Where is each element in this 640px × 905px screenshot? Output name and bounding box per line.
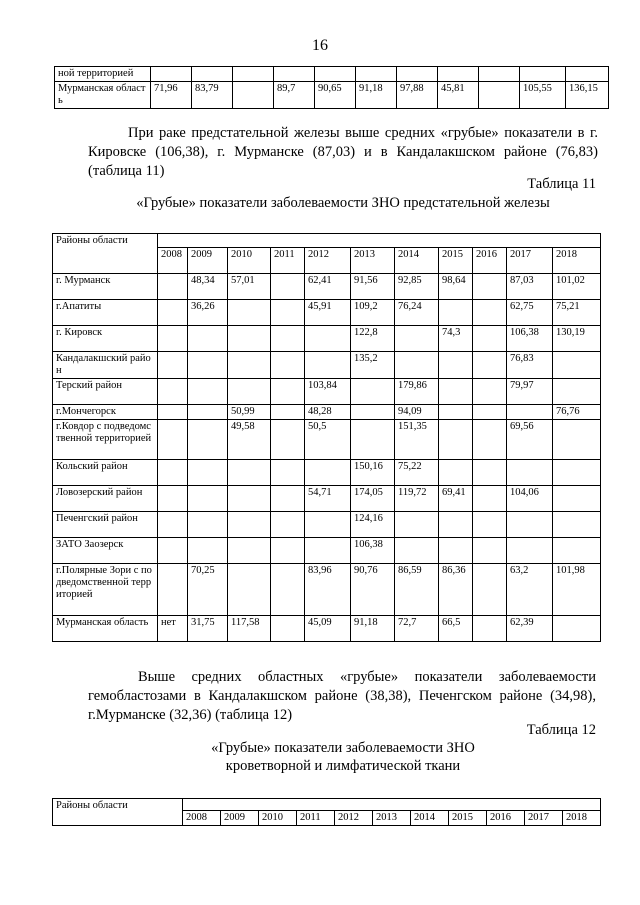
cell-value <box>507 405 553 420</box>
cell-value <box>395 538 439 564</box>
table12-title-line2: кроветворной и лимфатической ткани <box>225 758 461 774</box>
table-header-row <box>53 799 601 811</box>
header-region: Районы области <box>53 234 158 274</box>
cell-value: 119,72 <box>395 486 439 512</box>
cell-value <box>158 405 188 420</box>
row-label: Мурманская область <box>55 82 151 109</box>
cell-value <box>507 512 553 538</box>
cell-value: 90,76 <box>351 564 395 616</box>
table-row <box>53 564 601 616</box>
row-label: Кольский район <box>53 460 158 486</box>
row-label: ной территорией <box>55 67 151 82</box>
table11-title: «Грубые» показатели заболеваемости ЗНО предстательной железы <box>136 195 550 211</box>
cell-value <box>507 460 553 486</box>
row-label: Мурманская область <box>53 616 158 642</box>
table-row <box>53 538 601 564</box>
cell-value: 45,81 <box>438 82 479 109</box>
cell-value: 101,02 <box>553 274 601 300</box>
cell-value <box>473 538 507 564</box>
cell-value: 87,03 <box>507 274 553 300</box>
cell-value: 76,83 <box>507 352 553 379</box>
table-row <box>53 486 601 512</box>
cell-value: 98,64 <box>439 274 473 300</box>
cell-value <box>158 352 188 379</box>
cell-value <box>553 420 601 460</box>
top-table <box>54 66 609 109</box>
header-region: Районы области <box>53 799 183 826</box>
year-header: 2013 <box>373 811 411 826</box>
cell-value <box>271 352 305 379</box>
table-row <box>53 326 601 352</box>
cell-value: 62,41 <box>305 274 351 300</box>
cell-value <box>553 460 601 486</box>
table12-number: Таблица 12 <box>526 722 596 738</box>
cell-value: 109,2 <box>351 300 395 326</box>
cell-value <box>271 512 305 538</box>
cell-value <box>305 512 351 538</box>
cell-value: 83,96 <box>305 564 351 616</box>
cell-value: 106,38 <box>351 538 395 564</box>
cell-value <box>271 616 305 642</box>
cell-value <box>228 352 271 379</box>
table12 <box>52 798 601 826</box>
table-row <box>53 460 601 486</box>
cell-value: 48,34 <box>188 274 228 300</box>
table-row <box>53 300 601 326</box>
cell-value: 49,58 <box>228 420 271 460</box>
cell-value: 54,71 <box>305 486 351 512</box>
cell-value <box>473 486 507 512</box>
cell-value <box>507 538 553 564</box>
row-label: г.Полярные Зори с подведомственной территорией <box>53 564 158 616</box>
cell-value <box>395 326 439 352</box>
cell-value <box>473 379 507 405</box>
cell-value: 97,88 <box>397 82 438 109</box>
cell-value: 101,98 <box>553 564 601 616</box>
cell-value <box>188 379 228 405</box>
cell-value <box>188 460 228 486</box>
year-header: 2011 <box>297 811 335 826</box>
row-label: Ловозерский район <box>53 486 158 512</box>
cell-value: 103,84 <box>305 379 351 405</box>
page-number: 16 <box>312 37 328 54</box>
cell-value <box>228 460 271 486</box>
cell-value: 50,5 <box>305 420 351 460</box>
cell-value: 70,25 <box>188 564 228 616</box>
cell-value: 79,97 <box>507 379 553 405</box>
row-label: Печенгский район <box>53 512 158 538</box>
year-header: 2010 <box>228 248 271 274</box>
table-header-row <box>53 234 601 248</box>
table-row <box>53 352 601 379</box>
cell-value: 83,79 <box>192 82 233 109</box>
cell-value <box>439 420 473 460</box>
cell-value <box>305 538 351 564</box>
cell-value: 106,38 <box>507 326 553 352</box>
year-header: 2014 <box>395 248 439 274</box>
year-header: 2012 <box>305 248 351 274</box>
cell-value <box>473 460 507 486</box>
cell-value: 92,85 <box>395 274 439 300</box>
cell-value <box>553 616 601 642</box>
cell-value <box>188 405 228 420</box>
cell-value <box>351 420 395 460</box>
cell-value: 117,58 <box>228 616 271 642</box>
cell-value <box>228 512 271 538</box>
year-header: 2014 <box>411 811 449 826</box>
cell-value <box>395 512 439 538</box>
cell-value: 50,99 <box>228 405 271 420</box>
cell-value <box>271 420 305 460</box>
table-row <box>53 379 601 405</box>
cell-value <box>553 538 601 564</box>
cell-value <box>553 512 601 538</box>
cell-value: 75,22 <box>395 460 439 486</box>
cell-value: 69,41 <box>439 486 473 512</box>
cell-value <box>271 300 305 326</box>
table-row <box>53 512 601 538</box>
year-header: 2015 <box>439 248 473 274</box>
cell-value <box>188 326 228 352</box>
cell-value: 90,65 <box>315 82 356 109</box>
cell-value <box>188 512 228 538</box>
cell-value: 48,28 <box>305 405 351 420</box>
cell-value: 45,09 <box>305 616 351 642</box>
cell-value: 57,01 <box>228 274 271 300</box>
cell-value: 130,19 <box>553 326 601 352</box>
year-header: 2008 <box>183 811 221 826</box>
cell-value <box>395 352 439 379</box>
cell-value <box>158 379 188 405</box>
cell-value <box>158 420 188 460</box>
cell-value <box>473 326 507 352</box>
cell-value <box>439 512 473 538</box>
cell-value <box>271 274 305 300</box>
cell-value: 74,3 <box>439 326 473 352</box>
year-header: 2018 <box>563 811 601 826</box>
year-header: 2016 <box>473 248 507 274</box>
cell-value <box>271 564 305 616</box>
cell-value <box>439 460 473 486</box>
cell-value: 135,2 <box>351 352 395 379</box>
cell-value <box>439 300 473 326</box>
cell-value: 69,56 <box>507 420 553 460</box>
year-header: 2011 <box>271 248 305 274</box>
cell-value <box>271 538 305 564</box>
cell-value <box>473 274 507 300</box>
year-header: 2015 <box>449 811 487 826</box>
paragraph-prostate: При раке предстательной железы выше средних «грубые» показатели в г. Кировске (106,38), г. Мурманске (87,03) и в Кандалакшском районе (76,83) (таблица 11) <box>88 125 598 179</box>
cell-value: 124,16 <box>351 512 395 538</box>
row-label: г.Апатиты <box>53 300 158 326</box>
cell-value <box>228 379 271 405</box>
cell-value <box>305 352 351 379</box>
cell-value <box>158 274 188 300</box>
row-label: Кандалакшский район <box>53 352 158 379</box>
cell-value: 91,18 <box>351 616 395 642</box>
cell-value <box>188 486 228 512</box>
table-row <box>53 420 601 460</box>
cell-value: 75,21 <box>553 300 601 326</box>
cell-value: 136,15 <box>566 82 609 109</box>
cell-value <box>305 326 351 352</box>
year-header: 2009 <box>221 811 259 826</box>
cell-value <box>473 420 507 460</box>
cell-value: 91,18 <box>356 82 397 109</box>
cell-value <box>439 352 473 379</box>
cell-value: 122,8 <box>351 326 395 352</box>
cell-value <box>158 564 188 616</box>
table-row <box>55 67 609 82</box>
cell-value <box>439 405 473 420</box>
cell-value: 89,7 <box>274 82 315 109</box>
cell-value <box>473 564 507 616</box>
paragraph-hemoblastosis: Выше средних областных «грубые» показатели заболеваемости гемобластозами в Кандалакшском районе (38,38), Печенгском районе (34,98), г.Мурманске (32,36) (таблица 12) <box>88 669 596 723</box>
cell-value <box>188 352 228 379</box>
cell-value <box>228 486 271 512</box>
cell-value: 36,26 <box>188 300 228 326</box>
cell-value <box>473 512 507 538</box>
cell-value <box>473 616 507 642</box>
cell-value <box>271 486 305 512</box>
cell-value <box>473 405 507 420</box>
cell-value: 71,96 <box>151 82 192 109</box>
cell-value: 150,16 <box>351 460 395 486</box>
year-header: 2017 <box>525 811 563 826</box>
table11 <box>52 233 601 642</box>
cell-value <box>233 82 274 109</box>
cell-value: 179,86 <box>395 379 439 405</box>
cell-value <box>479 82 520 109</box>
cell-value <box>271 379 305 405</box>
cell-value <box>188 420 228 460</box>
cell-value: 62,75 <box>507 300 553 326</box>
cell-value <box>439 538 473 564</box>
year-header: 2012 <box>335 811 373 826</box>
cell-value: 63,2 <box>507 564 553 616</box>
row-label: г.Мончегорск <box>53 405 158 420</box>
row-label: г.Ковдор с подведомственной территорией <box>53 420 158 460</box>
cell-value: 62,39 <box>507 616 553 642</box>
cell-value <box>228 538 271 564</box>
table12-title-line1: «Грубые» показатели заболеваемости ЗНО <box>211 740 475 756</box>
cell-value: 86,36 <box>439 564 473 616</box>
cell-value: 31,75 <box>188 616 228 642</box>
year-header: 2010 <box>259 811 297 826</box>
cell-value <box>305 460 351 486</box>
cell-value: 104,06 <box>507 486 553 512</box>
year-header: 2018 <box>553 248 601 274</box>
cell-value <box>473 352 507 379</box>
cell-value <box>228 300 271 326</box>
table-row <box>53 274 601 300</box>
cell-value: 91,56 <box>351 274 395 300</box>
cell-value: 72,7 <box>395 616 439 642</box>
cell-value <box>553 486 601 512</box>
table-row <box>53 616 601 642</box>
table-row <box>53 405 601 420</box>
cell-value <box>228 564 271 616</box>
cell-value <box>158 326 188 352</box>
row-label: г. Кировск <box>53 326 158 352</box>
cell-value: 76,24 <box>395 300 439 326</box>
cell-value <box>473 300 507 326</box>
cell-value <box>158 538 188 564</box>
cell-value <box>553 352 601 379</box>
row-label: ЗАТО Заозерск <box>53 538 158 564</box>
cell-value <box>158 460 188 486</box>
row-label: Терский район <box>53 379 158 405</box>
table11-number: Таблица 11 <box>527 176 596 192</box>
cell-value <box>351 405 395 420</box>
cell-value <box>158 486 188 512</box>
cell-value <box>271 405 305 420</box>
cell-value <box>158 300 188 326</box>
cell-value: нет <box>158 616 188 642</box>
year-header: 2017 <box>507 248 553 274</box>
row-label: г. Мурманск <box>53 274 158 300</box>
cell-value: 45,91 <box>305 300 351 326</box>
table-row <box>55 82 609 109</box>
cell-value: 86,59 <box>395 564 439 616</box>
year-header: 2009 <box>188 248 228 274</box>
cell-value <box>271 326 305 352</box>
cell-value <box>439 379 473 405</box>
cell-value <box>271 460 305 486</box>
cell-value <box>553 379 601 405</box>
cell-value: 94,09 <box>395 405 439 420</box>
cell-value: 66,5 <box>439 616 473 642</box>
cell-value <box>188 538 228 564</box>
cell-value: 76,76 <box>553 405 601 420</box>
cell-value <box>158 512 188 538</box>
year-header: 2008 <box>158 248 188 274</box>
cell-value: 105,55 <box>520 82 566 109</box>
cell-value: 174,05 <box>351 486 395 512</box>
cell-value: 151,35 <box>395 420 439 460</box>
cell-value <box>228 326 271 352</box>
year-header: 2013 <box>351 248 395 274</box>
year-header: 2016 <box>487 811 525 826</box>
cell-value <box>351 379 395 405</box>
